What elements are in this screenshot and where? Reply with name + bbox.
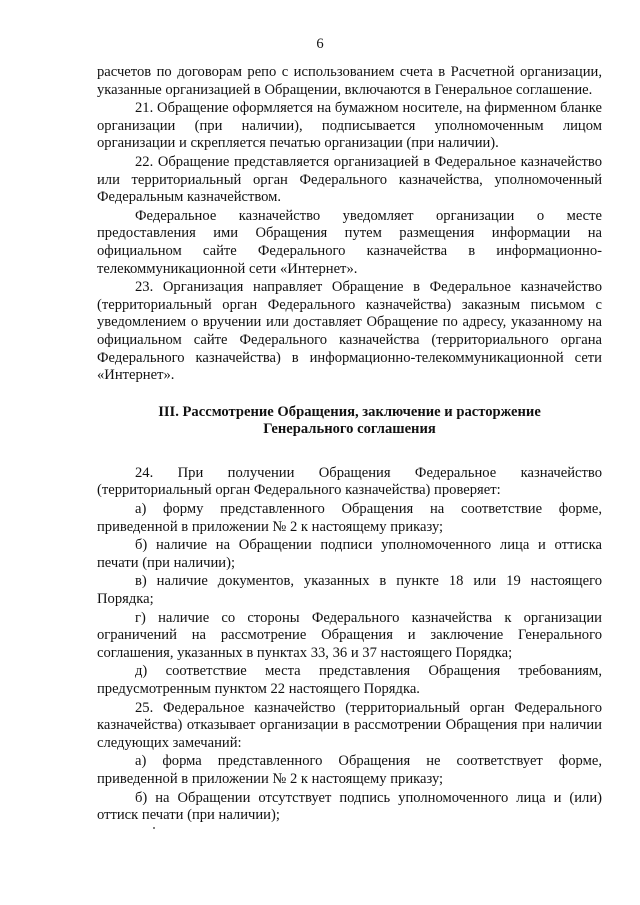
document-body bbox=[97, 64, 602, 825]
section-title bbox=[97, 404, 602, 439]
paragraph-25: 25. Федеральное казначейство (территориальный орган Федерального казначейства) отказывает организации в рассмотрении Обращения при наличии следующих замечаний: bbox=[97, 699, 602, 751]
paragraph-22: 22. Обращение представляется организацией в Федеральное казначейство или территориальный орган Федерального казначейства, уполномоченный Федеральным казначейством. bbox=[97, 153, 602, 206]
paragraph-24-b: б) наличие на Обращении подписи уполномоченного лица и оттиска печати (при наличии); bbox=[97, 537, 602, 571]
scan-artifact-dot bbox=[153, 827, 155, 829]
paragraph-25-b: б) на Обращении отсутствует подпись уполномоченного лица и (или) оттиск печати (при наличии); bbox=[97, 789, 602, 824]
paragraph-23: 23. Организация направляет Обращение в Федеральное казначейство (территориальный орган Федерального казначейства) заказным письмом с уведомлением о вручении или доставляет Обращение по адресу, указанному на официальном сайте Федерального казначейства (территориального органа Федерального казначейства) в информационно-телекоммуникационной сети «Интернет». bbox=[97, 279, 602, 384]
paragraph-25-a: а) форма представленного Обращения не соответствует форме, приведенной в приложении № 2 к настоящему приказу; bbox=[97, 753, 602, 787]
paragraph-continuation: расчетов по договорам репо с использованием счета в Расчетной организации, указанные организацией в Обращении, включаются в Генеральное соглашение. bbox=[97, 64, 602, 98]
paragraph-24: 24. При получении Обращения Федеральное казначейство (территориальный орган Федерального казначейства) проверяет: bbox=[97, 464, 602, 499]
paragraph-21: 21. Обращение оформляется на бумажном носителе, на фирменном бланке организации (при наличии), подписывается уполномоченным лицом организации и скрепляется печатью организации (при наличии). bbox=[97, 100, 602, 152]
paragraph-22-notice: Федеральное казначейство уведомляет организации о месте предоставления ими Обращения путем размещения информации на официальном сайте Федерального казначейства в информационно-телекоммуникационной сети «Интернет». bbox=[97, 207, 602, 277]
paragraph-24-a: а) форму представленного Обращения на соответствие форме, приведенной в приложении № 2 к настоящему приказу; bbox=[97, 501, 602, 535]
paragraph-24-v: в) наличие документов, указанных в пункте 18 или 19 настоящего Порядка; bbox=[97, 573, 602, 608]
page-number: 6 bbox=[316, 36, 324, 52]
paragraph-24-g: г) наличие со стороны Федерального казначейства к организации ограничений на рассмотрение Обращения и заключение Генерального соглашения, указанных в пунктах 33, 36 и 37 настоящего Порядка; bbox=[97, 609, 602, 661]
section-title-line-2: Генерального соглашения bbox=[263, 421, 436, 438]
section-title-line-1: III. Рассмотрение Обращения, заключение и расторжение bbox=[158, 403, 541, 420]
paragraph-24-d: д) соответствие места представления Обращения требованиям, предусмотренным пунктом 22 настоящего Порядка. bbox=[97, 663, 602, 697]
